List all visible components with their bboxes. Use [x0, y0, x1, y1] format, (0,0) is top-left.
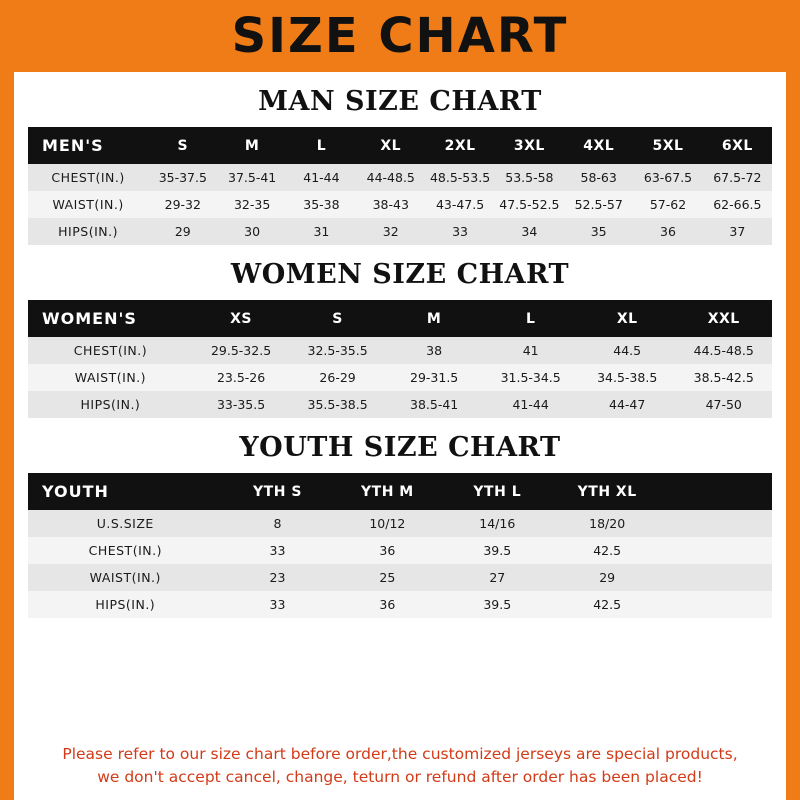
men-header-col-5: 3XL [495, 127, 564, 164]
table-row [28, 191, 772, 218]
youth-row-1-cell-1: 36 [332, 537, 442, 564]
women-header-col-0: XS [193, 300, 290, 337]
men-row-2-cell-8: 37 [703, 218, 772, 245]
content [14, 72, 786, 800]
youth-row-2-cell-2: 27 [442, 564, 552, 591]
men-row-1-cell-3: 38-43 [356, 191, 425, 218]
women-row-2-cell-2: 38.5-41 [386, 391, 483, 418]
women-row-1-cell-1: 26-29 [289, 364, 386, 391]
women-header-col-4: XL [579, 300, 676, 337]
men-header-col-1: M [217, 127, 286, 164]
men-table-header [28, 127, 772, 164]
footer-note-line-1: Please refer to our size chart before order,the customized jerseys are special products, [62, 745, 738, 764]
men-row-1-cell-6: 52.5-57 [564, 191, 633, 218]
men-header-col-3: XL [356, 127, 425, 164]
table-row [28, 337, 772, 364]
women-row-1-cell-4: 34.5-38.5 [579, 364, 676, 391]
men-row-1-cell-0: 29-32 [148, 191, 217, 218]
men-header-col-6: 4XL [564, 127, 633, 164]
women-row-2-cell-1: 35.5-38.5 [289, 391, 386, 418]
youth-header-col-0: YTH S [223, 473, 333, 510]
men-row-2-cell-2: 31 [287, 218, 356, 245]
men-row-0-label: CHEST(IN.) [28, 164, 148, 191]
men-row-2-cell-5: 34 [495, 218, 564, 245]
men-table-body [28, 164, 772, 245]
men-row-0-cell-3: 44-48.5 [356, 164, 425, 191]
men-row-2-cell-1: 30 [217, 218, 286, 245]
men-row-0-cell-8: 67.5-72 [703, 164, 772, 191]
youth-table-body [28, 510, 772, 618]
youth-row-1-label: CHEST(IN.) [28, 537, 223, 564]
youth-size-table [28, 473, 772, 618]
footer-note [28, 737, 772, 800]
men-row-2-cell-7: 36 [633, 218, 702, 245]
youth-row-3-cell-0: 33 [223, 591, 333, 618]
youth-row-1-cell-2: 39.5 [442, 537, 552, 564]
men-row-0-cell-2: 41-44 [287, 164, 356, 191]
youth-row-0-cell-2: 14/16 [442, 510, 552, 537]
youth-header-col-1: YTH M [332, 473, 442, 510]
youth-row-2-label: WAIST(IN.) [28, 564, 223, 591]
youth-row-3-cell-2: 39.5 [442, 591, 552, 618]
youth-row-1-cell-3: 42.5 [552, 537, 662, 564]
youth-row-0-cell-1: 10/12 [332, 510, 442, 537]
men-row-2-cell-0: 29 [148, 218, 217, 245]
table-row [28, 510, 772, 537]
men-header-col-4: 2XL [425, 127, 494, 164]
youth-row-1-cell-0: 33 [223, 537, 333, 564]
table-header-row [28, 473, 772, 510]
table-row [28, 218, 772, 245]
youth-row-0-cell-0: 8 [223, 510, 333, 537]
men-header-col-0: S [148, 127, 217, 164]
women-row-0-cell-3: 41 [482, 337, 579, 364]
women-row-2-cell-3: 41-44 [482, 391, 579, 418]
men-header-col-7: 5XL [633, 127, 702, 164]
women-row-0-cell-0: 29.5-32.5 [193, 337, 290, 364]
youth-row-2-cell-1: 25 [332, 564, 442, 591]
youth-row-3-spacer [662, 591, 772, 618]
section-women [28, 259, 772, 418]
men-size-table [28, 127, 772, 245]
men-row-2-cell-3: 32 [356, 218, 425, 245]
women-header-rowlabel: WOMEN'S [28, 300, 193, 337]
men-row-0-cell-4: 48.5-53.5 [425, 164, 494, 191]
youth-row-2-spacer [662, 564, 772, 591]
women-row-2-cell-0: 33-35.5 [193, 391, 290, 418]
women-table-body [28, 337, 772, 418]
women-header-col-3: L [482, 300, 579, 337]
women-row-2-cell-5: 47-50 [675, 391, 772, 418]
men-row-0-cell-5: 53.5-58 [495, 164, 564, 191]
men-row-0-cell-0: 35-37.5 [148, 164, 217, 191]
women-row-0-cell-4: 44.5 [579, 337, 676, 364]
women-header-col-1: S [289, 300, 386, 337]
youth-row-3-cell-1: 36 [332, 591, 442, 618]
youth-header-col-2: YTH L [442, 473, 552, 510]
men-row-1-cell-1: 32-35 [217, 191, 286, 218]
men-row-1-label: WAIST(IN.) [28, 191, 148, 218]
table-row [28, 591, 772, 618]
table-row [28, 164, 772, 191]
table-row [28, 391, 772, 418]
women-header-col-2: M [386, 300, 483, 337]
footer-note-line-2: we don't accept cancel, change, teturn or refund after order has been placed! [97, 767, 703, 786]
banner [14, 0, 786, 72]
men-row-0-cell-1: 37.5-41 [217, 164, 286, 191]
youth-table-header [28, 473, 772, 510]
women-size-table [28, 300, 772, 418]
youth-row-1-spacer [662, 537, 772, 564]
men-row-1-cell-7: 57-62 [633, 191, 702, 218]
youth-header-rowlabel: YOUTH [28, 473, 223, 510]
women-row-1-cell-2: 29-31.5 [386, 364, 483, 391]
youth-header-col-3: YTH XL [552, 473, 662, 510]
youth-row-2-cell-3: 29 [552, 564, 662, 591]
women-header-col-5: XXL [675, 300, 772, 337]
youth-header-spacer [662, 473, 772, 510]
table-row [28, 564, 772, 591]
section-men [28, 86, 772, 245]
table-row [28, 364, 772, 391]
men-row-0-cell-7: 63-67.5 [633, 164, 702, 191]
women-row-0-cell-2: 38 [386, 337, 483, 364]
youth-row-3-label: HIPS(IN.) [28, 591, 223, 618]
table-header-row [28, 300, 772, 337]
youth-row-0-cell-3: 18/20 [552, 510, 662, 537]
women-row-1-label: WAIST(IN.) [28, 364, 193, 391]
men-header-rowlabel: MEN'S [28, 127, 148, 164]
youth-row-0-label: U.S.SIZE [28, 510, 223, 537]
men-header-col-8: 6XL [703, 127, 772, 164]
section-youth [28, 432, 772, 618]
youth-row-3-cell-3: 42.5 [552, 591, 662, 618]
women-row-0-label: CHEST(IN.) [28, 337, 193, 364]
section-title-women: WOMEN SIZE CHART [230, 259, 570, 290]
men-row-2-cell-6: 35 [564, 218, 633, 245]
table-row [28, 537, 772, 564]
section-title-youth: YOUTH SIZE CHART [239, 432, 561, 463]
men-row-2-cell-4: 33 [425, 218, 494, 245]
women-row-1-cell-3: 31.5-34.5 [482, 364, 579, 391]
youth-row-0-spacer [662, 510, 772, 537]
men-row-2-label: HIPS(IN.) [28, 218, 148, 245]
women-row-1-cell-5: 38.5-42.5 [675, 364, 772, 391]
women-row-0-cell-1: 32.5-35.5 [289, 337, 386, 364]
women-row-1-cell-0: 23.5-26 [193, 364, 290, 391]
men-header-col-2: L [287, 127, 356, 164]
men-row-1-cell-5: 47.5-52.5 [495, 191, 564, 218]
youth-row-2-cell-0: 23 [223, 564, 333, 591]
women-table-header [28, 300, 772, 337]
men-row-1-cell-2: 35-38 [287, 191, 356, 218]
men-row-0-cell-6: 58-63 [564, 164, 633, 191]
section-title-men: MAN SIZE CHART [258, 86, 542, 117]
page-title: SIZE CHART [231, 8, 569, 64]
women-row-0-cell-5: 44.5-48.5 [675, 337, 772, 364]
women-row-2-cell-4: 44-47 [579, 391, 676, 418]
men-row-1-cell-4: 43-47.5 [425, 191, 494, 218]
men-row-1-cell-8: 62-66.5 [703, 191, 772, 218]
women-row-2-label: HIPS(IN.) [28, 391, 193, 418]
table-header-row [28, 127, 772, 164]
